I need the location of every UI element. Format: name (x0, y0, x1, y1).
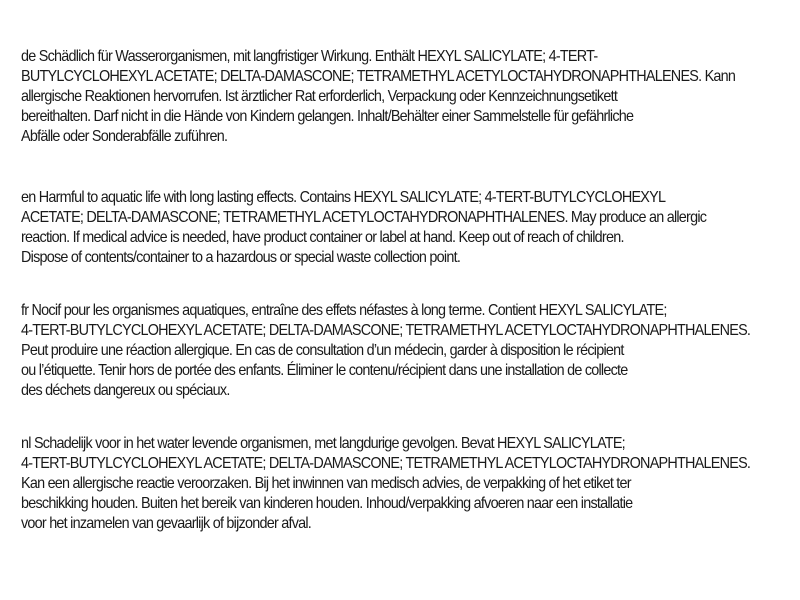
warning-line: 4-TERT-BUTYLCYCLOHEXYL ACETATE; DELTA-DAMASCONE; TETRAMETHYL ACETYLOCTAHYDRONAPHTHALENES. (21, 455, 751, 472)
warning-line: bereithalten. Darf nicht in die Hände von Kindern gelangen. Inhalt/Behälter einer Sammelstelle für gefährliche (21, 108, 634, 125)
warning-line: allergische Reaktionen hervorrufen. Ist ärztlicher Rat erforderlich, Verpackung oder Kennzeichnungsetikett (21, 88, 618, 105)
warning-line: Dispose of contents/container to a hazardous or special waste collection point. (21, 249, 461, 266)
warning-line: BUTYLCYCLOHEXYL ACETATE; DELTA-DAMASCONE; TETRAMETHYL ACETYLOCTAHYDRONAPHTHALENES. Kann (21, 68, 736, 85)
warning-line (21, 434, 716, 454)
warning-line (21, 47, 716, 67)
language-code: de (21, 48, 36, 65)
warning-line: ACETATE; DELTA-DAMASCONE; TETRAMETHYL ACETYLOCTAHYDRONAPHTHALENES. May produce an allergic (21, 209, 707, 226)
warning-line (21, 188, 716, 208)
warning-line: Abfälle oder Sonderabfälle zuführen. (21, 128, 228, 145)
warning-text: Schadelijk voor in het water levende organismen, met langdurige gevolgen. Bevat HEXYL SALICYLATE; (33, 435, 625, 452)
language-code: en (21, 189, 36, 206)
warning-line: ou l’étiquette. Tenir hors de portée des enfants. Éliminer le contenu/récipient dans une installation de collecte (21, 362, 628, 379)
warning-line (21, 301, 716, 321)
language-code: nl (21, 435, 31, 452)
warning-line: reaction. If medical advice is needed, have product container or label at hand. Keep out of reach of children. (21, 229, 624, 246)
language-code: fr (21, 302, 29, 319)
warning-block-fr (21, 301, 793, 401)
warning-line: voor het inzamelen van gevaarlijk of bijzonder afval. (21, 515, 312, 532)
warning-text: Schädlich für Wasserorganismen, mit langfristiger Wirkung. Enthält HEXYL SALICYLATE; 4-TERT- (38, 48, 598, 65)
warning-block-de (21, 47, 793, 147)
warning-block-nl (21, 434, 793, 534)
warning-line: des déchets dangereux ou spéciaux. (21, 382, 230, 399)
warning-line: 4-TERT-BUTYLCYCLOHEXYL ACETATE; DELTA-DAMASCONE; TETRAMETHYL ACETYLOCTAHYDRONAPHTHALENES. (21, 322, 751, 339)
warning-block-en (21, 188, 793, 268)
warning-line: beschikking houden. Buiten het bereik van kinderen houden. Inhoud/verpakking afvoeren naar een installatie (21, 495, 633, 512)
warning-text: Nocif pour les organismes aquatiques, entraîne des effets néfastes à long terme. Contient HEXYL SALICYLATE; (31, 302, 667, 319)
warning-line: Peut produire une réaction allergique. En cas de consultation d’un médecin, garder à disposition le récipient (21, 342, 624, 359)
warning-line: Kan een allergische reactie veroorzaken. Bij het inwinnen van medisch advies, de verpakking of het etiket ter (21, 475, 631, 492)
warning-text: Harmful to aquatic life with long lasting effects. Contains HEXYL SALICYLATE; 4-TERT-BUTYLCYCLOHEXYL (38, 189, 666, 206)
